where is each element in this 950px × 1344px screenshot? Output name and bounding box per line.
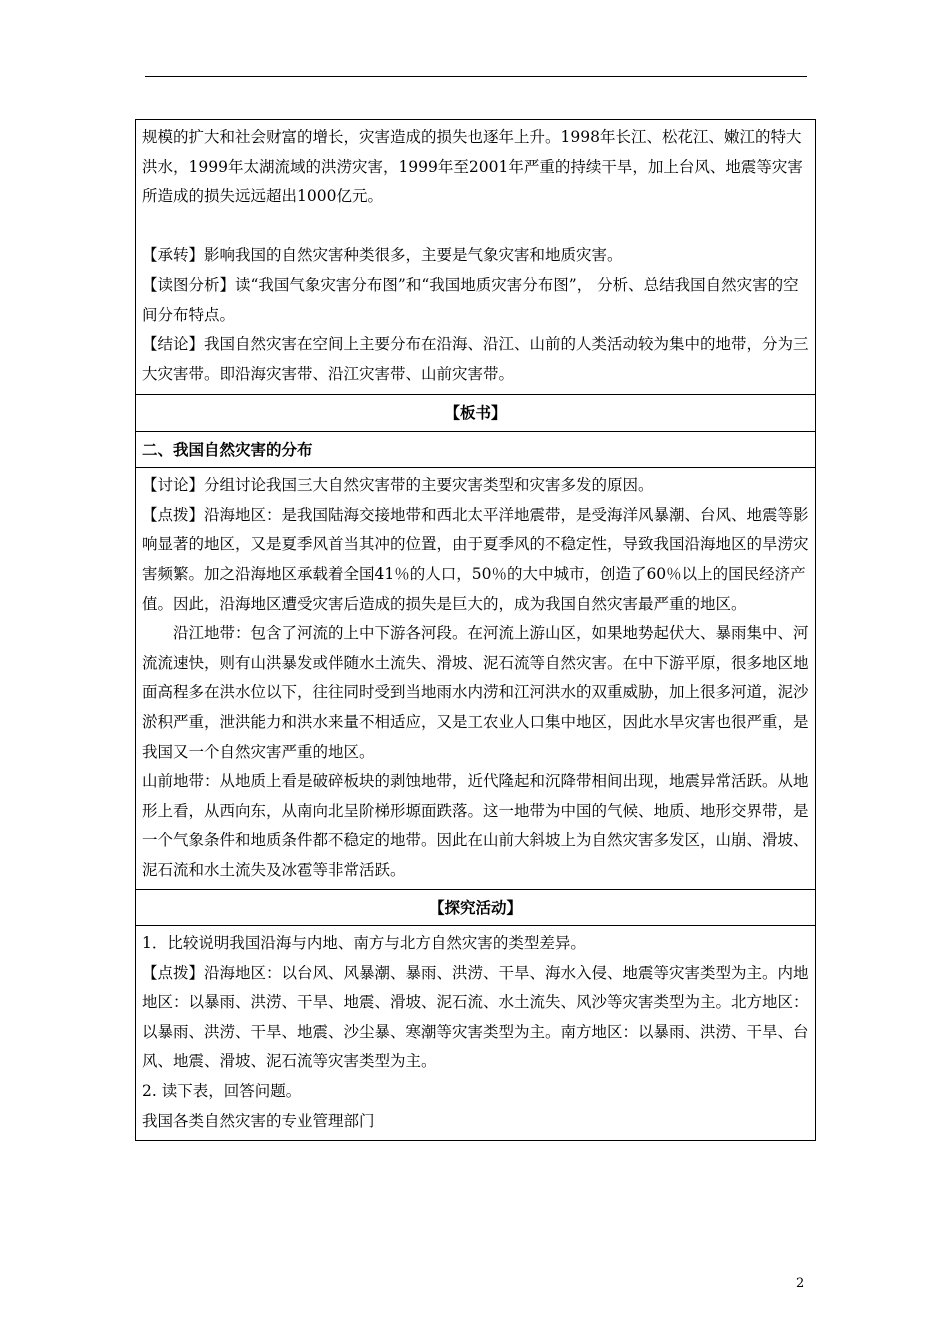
paragraph: 2. 读下表，回答问题。 [142, 1082, 302, 1101]
blank-line [142, 212, 809, 242]
paragraph: 【讨论】分组讨论我国三大自然灾害带的主要灾害类型和灾害多发的原因。 [142, 476, 654, 495]
page-number: 2 [796, 1276, 805, 1291]
paragraph: 【点拨】沿海地区：以台风、风暴潮、暴雨、洪涝、干旱、海水入侵、地震等灾害类型为主。内地地区：以暴雨、洪涝、干旱、地震、滑坡、泥石流、水土流失、风沙等灾害类型为主。北方地区：以暴雨、洪涝、干旱、地震、沙尘暴、寒潮等灾害类型为主。南方地区：以暴雨、洪涝、干旱、台风、地震、滑坡、泥石流等灾害类型为主。 [142, 963, 809, 1071]
content-cell-intro [136, 120, 816, 395]
paragraph: 山前地带：从地质上看是破碎板块的剥蚀地带，近代隆起和沉降带相间出现，地震异常活跃。从地形上看，从西向东，从南向北呈阶梯形塬面跌落。这一地带为中国的气候、地质、地形交界带，是一个气象条件和地质条件都不稳定的地带。因此在山前大斜坡上为自然灾害多发区，山崩、滑坡、泥石流和水土流失及冰雹等非常活跃。 [142, 772, 809, 879]
table-row [136, 395, 816, 432]
content-cell-activity [136, 926, 816, 1141]
table-row [136, 926, 816, 1141]
lesson-table [135, 119, 816, 1141]
paragraph: 【结论】我国自然灾害在空间上主要分布在沿海、沿江、山前的人类活动较为集中的地带，分为三大灾害带。即沿海灾害带、沿江灾害带、山前灾害带。 [142, 335, 809, 383]
paragraph: 【点拨】沿海地区：是我国陆海交接地带和西北太平洋地震带，是受海洋风暴潮、台风、地震等影响显著的地区，又是夏季风首当其冲的位置，由于夏季风的不稳定性，导致我国沿海地区的旱涝灾害频繁。加之沿海地区承载着全国41％的人口，50％的大中城市，创造了60％以上的国民经济产值。因此，沿海地区遭受灾害后造成的损失是巨大的，成为我国自然灾害最严重的地区。 [142, 505, 809, 613]
table-row [136, 889, 816, 926]
paragraph: 【读图分析】读“我国气象灾害分布图”和“我国地质灾害分布图”， 分析、总结我国自然灾害的空间分布特点。 [142, 275, 799, 324]
paragraph: 【承转】影响我国的自然灾害种类很多，主要是气象灾害和地质灾害。 [142, 246, 623, 265]
banshu-title: 二、我国自然灾害的分布 [136, 431, 816, 468]
table-row [136, 120, 816, 395]
table-row [136, 468, 816, 889]
tanjiu-label: 【探究活动】 [136, 889, 816, 926]
paragraph: 沿江地带：包含了河流的上中下游各河段。在河流上游山区，如果地势起伏大、暴雨集中、河流流速快，则有山洪暴发或伴随水土流失、滑坡、泥石流等自然灾害。在中下游平原，很多地区地面高程多在洪水位以下，往往同时受到当地雨水内涝和江河洪水的双重威胁，加上很多河道，泥沙淤积严重，泄洪能力和洪水来量不相适应，又是工农业人口集中地区，因此水旱灾害也很严重，是我国又一个自然灾害严重的地区。 [142, 624, 809, 761]
banshu-label: 【板书】 [136, 395, 816, 432]
table-row [136, 431, 816, 468]
paragraph: 我国各类自然灾害的专业管理部门 [142, 1111, 375, 1130]
header-rule [145, 76, 807, 77]
paragraph: 1．比较说明我国沿海与内地、南方与北方自然灾害的类型差异。 [142, 934, 586, 953]
paragraph: 规模的扩大和社会财富的增长，灾害造成的损失也逐年上升。1998年长江、松花江、嫩江的特大洪水，1999年太湖流域的洪涝灾害，1999年至2001年严重的持续干旱，加上台风、地震等灾害所造成的损失远远超出1000亿元。 [142, 128, 803, 206]
content-cell-distribution [136, 468, 816, 889]
